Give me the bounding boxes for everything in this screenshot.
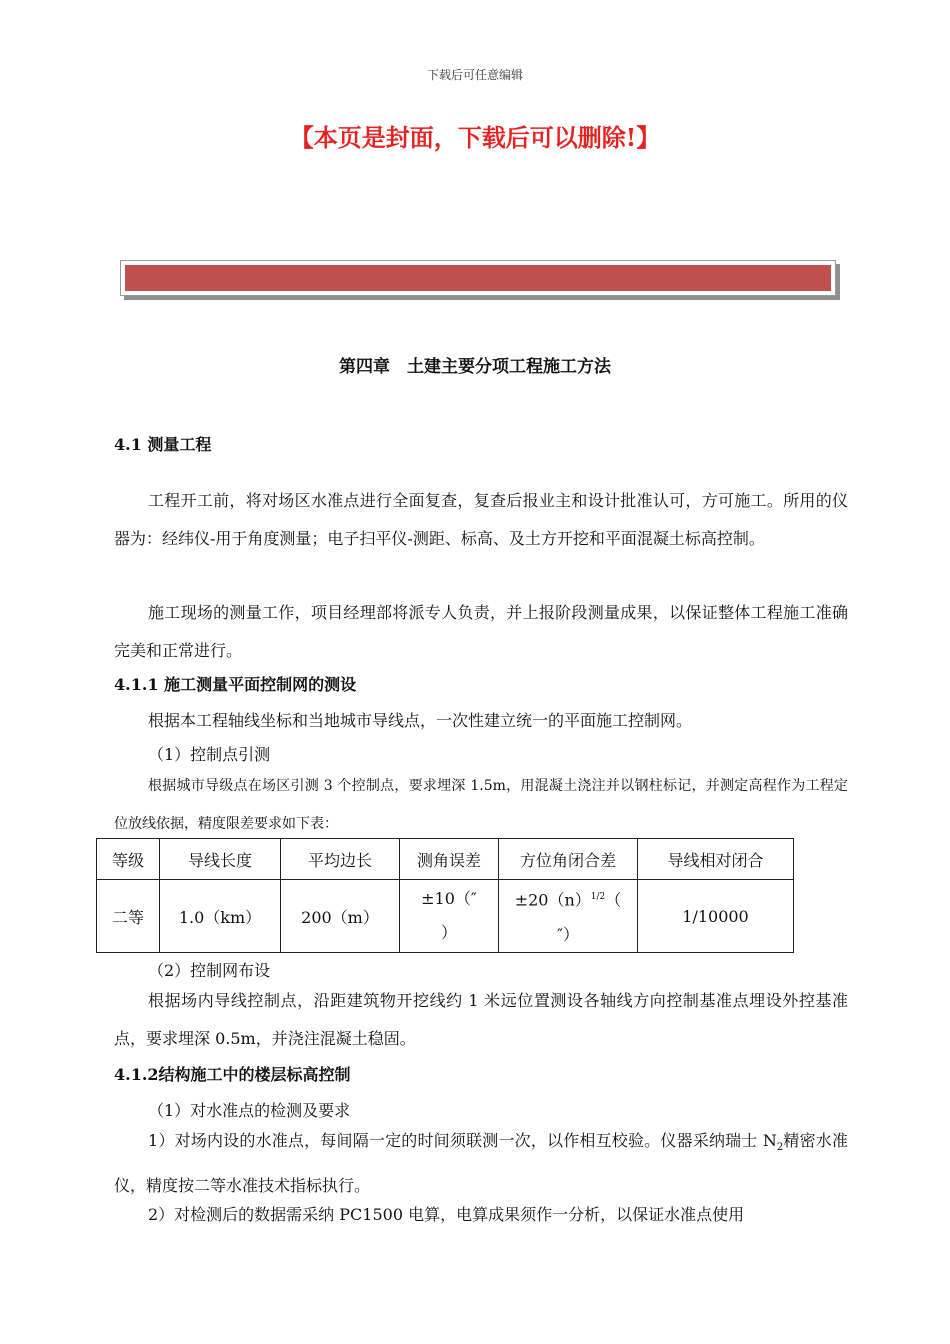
cover-notice: 【本页是封面，下载后可以删除!】	[289, 123, 661, 152]
paragraph-4-1-staff: 施工现场的测量工作，项目经理部将派专人负责，并上报阶段测量成果，以保证整体工程施工准确完美和正常进行。	[114, 603, 848, 660]
section-heading-4-1-1: 4.1.1 施工测量平面控制网的测设	[114, 675, 357, 694]
table-header-cell: 等级	[97, 839, 160, 880]
section-heading-4-1: 4.1 测量工程	[114, 435, 212, 454]
paragraph-4-1-1-intro: 根据本工程轴线坐标和当地城市导线点，一次性建立统一的平面施工控制网。	[148, 711, 693, 730]
decorative-banner	[120, 260, 836, 296]
table-cell-grade: 二等	[97, 880, 160, 953]
table-row	[97, 880, 794, 953]
benchmark-subscript: 2	[776, 1142, 784, 1154]
benchmark-text-a: 1）对场内设的水准点，每间隔一定的时间须联测一次，以作相互校验。仪器采纳瑞士 N	[148, 1131, 777, 1150]
table-cell-relative: 1/10000	[638, 880, 794, 953]
item-benchmark-check: （1）对水准点的检测及要求	[148, 1101, 351, 1120]
table-header-cell: 测角误差	[400, 839, 499, 880]
precision-table	[96, 838, 794, 953]
paragraph-4-1-intro: 工程开工前，将对场区水准点进行全面复查，复查后报业主和设计批准认可，方可施工。所用的仪器为：经纬仪-用于角度测量；电子扫平仪-测距、标高、及土方开挖和平面混凝土标高控制。	[114, 491, 848, 548]
benchmark-text-b: 精密水准仪，精度按二等水准技术指标执行。	[114, 1131, 848, 1196]
azimuth-exponent: 1/2	[590, 892, 606, 903]
angle-error-line-2: ）	[440, 923, 457, 942]
table-header-cell: 导线长度	[160, 839, 281, 880]
table-header-row	[97, 839, 794, 880]
angle-error-line-1: ±10（″	[421, 889, 477, 908]
section-heading-4-1-2: 4.1.2结构施工中的楼层标高控制	[114, 1065, 351, 1084]
item-network-layout: （2）控制网布设	[148, 961, 271, 980]
paragraph-network-layout: 根据场内导线控制点，沿距建筑物开挖线约 1 米远位置测设各轴线方向控制基准点埋设外控基准点，要求埋深 0.5m，并浇注混凝土稳固。	[114, 991, 848, 1048]
table-header-cell: 平均边长	[281, 839, 400, 880]
azimuth-main: ±20（n）	[514, 890, 591, 910]
table-cell-angle-error	[400, 880, 499, 953]
paragraph-benchmark-1	[114, 1122, 848, 1205]
table-header-cell: 方位角闭合差	[499, 839, 638, 880]
chapter-title: 第四章 土建主要分项工程施工方法	[339, 357, 611, 377]
paragraph-control-point: 根据城市导级点在场区引测 3 个控制点，要求埋深 1.5m，用混凝土浇注并以钢柱标记，并测定高程作为工程定位放线依据，精度限差要求如下表：	[114, 778, 848, 832]
azimuth-line-2: ″）	[557, 924, 579, 944]
table-cell-azimuth	[499, 880, 638, 953]
table-cell-avg-side: 200（m）	[281, 880, 400, 953]
azimuth-paren: （	[605, 890, 622, 910]
item-control-point: （1）控制点引测	[148, 745, 271, 764]
table-header-cell: 导线相对闭合	[638, 839, 794, 880]
paragraph-benchmark-2: 2）对检测后的数据需采纳 PC1500 电算，电算成果须作一分析，以保证水准点使用	[148, 1205, 745, 1224]
table-cell-length: 1.0（km）	[160, 880, 281, 953]
header-note: 下载后可任意编辑	[426, 68, 523, 82]
banner-fill	[125, 265, 831, 291]
